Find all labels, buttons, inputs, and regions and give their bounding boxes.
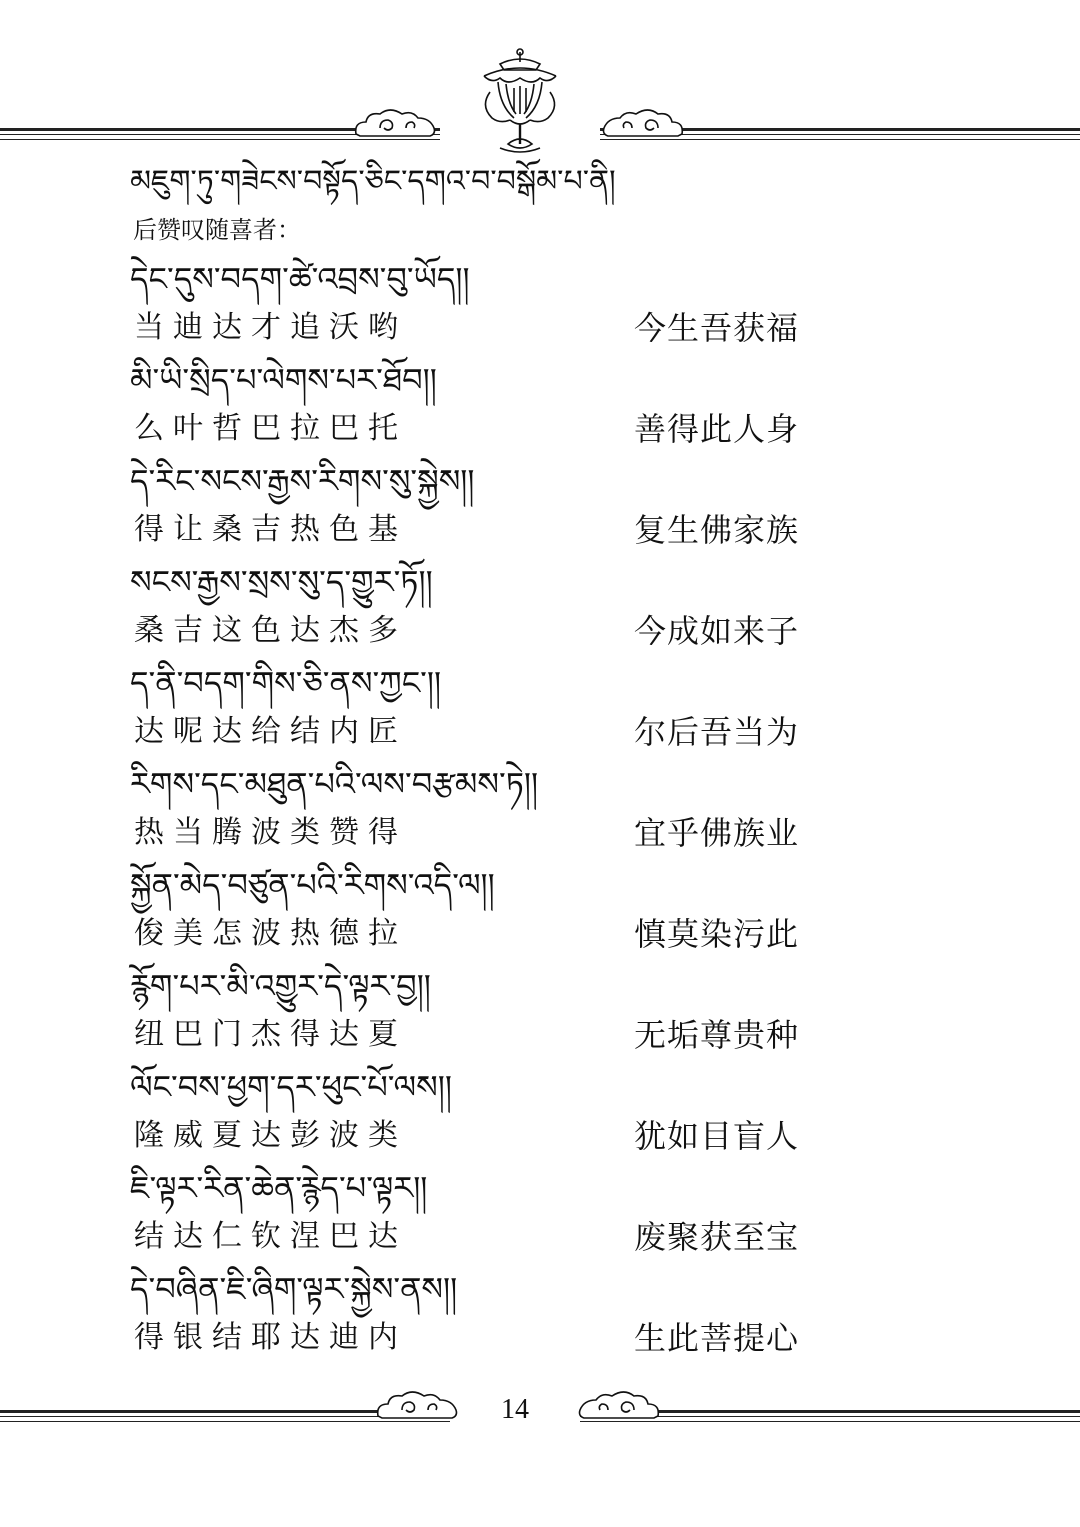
cloud-ornament-icon xyxy=(372,1388,462,1422)
verse-tibetan-line: མི་ཡི་སྲིད་པ་ལེགས་པར་ཐོབ།། xyxy=(130,361,437,399)
section-title-tibetan: མཇུག་ཏུ་གཟེངས་བསྟོད་ཅིང་དགའ་བ་བསྒོམ་པ་ནི། xyxy=(130,164,616,199)
verse-block xyxy=(0,355,1080,455)
verse-block xyxy=(0,759,1080,859)
verse-translation-line: 生此菩提心 xyxy=(634,1320,800,1356)
verse-tibetan-line: དེ་རིང་སངས་རྒྱས་རིགས་སུ་སྐྱེས།། xyxy=(130,462,475,500)
verse-tibetan-line: ལོང་བས་ཕྱག་དར་ཕུང་པོ་ལས།། xyxy=(130,1068,452,1106)
verse-translation-line: 犹如目盲人 xyxy=(634,1118,800,1154)
verse-block xyxy=(0,961,1080,1061)
verse-block xyxy=(0,1163,1080,1263)
verse-translation-line: 今成如来子 xyxy=(634,613,800,649)
verse-phonetic-line: 热当腾波类赞得 xyxy=(134,815,407,850)
verse-translation-line: 今生吾获福 xyxy=(634,310,800,346)
verse-tibetan-line: དེང་དུས་བདག་ཚེ་འབྲས་བུ་ཡོད།། xyxy=(130,260,470,298)
verse-tibetan-line: སངས་རྒྱས་སྲས་སུ་ད་གྱུར་ཏོ།། xyxy=(130,563,433,601)
verse-block xyxy=(0,1062,1080,1162)
verse-translation-line: 无垢尊贵种 xyxy=(634,1017,800,1053)
verse-block xyxy=(0,658,1080,758)
verse-tibetan-line: རྙོག་པར་མི་འགྱུར་དེ་ལྟར་བྱ།། xyxy=(130,967,431,1005)
verse-block xyxy=(0,860,1080,960)
verse-phonetic-line: 达呢达给结内匠 xyxy=(134,714,407,749)
section-title-chinese: 后赞叹随喜者： xyxy=(133,218,301,244)
verse-phonetic-line: 得银结耶达迪内 xyxy=(134,1320,407,1355)
cloud-ornament-icon xyxy=(350,106,440,140)
verse-block xyxy=(0,1264,1080,1364)
verse-phonetic-line: 当迪达才追沃哟 xyxy=(134,310,407,345)
verse-tibetan-line: ད་ནི་བདག་གིས་ཅི་ནས་ཀྱང་།། xyxy=(130,664,442,702)
cloud-ornament-icon xyxy=(598,106,688,140)
verse-phonetic-line: 纽巴门杰得达夏 xyxy=(134,1017,407,1052)
verse-phonetic-line: 结达仁钦涅巴达 xyxy=(134,1219,407,1254)
page-number: 14 xyxy=(501,1394,529,1425)
verse-tibetan-line: ཇི་ལྟར་རིན་ཆེན་རྙེད་པ་ལྟར།། xyxy=(130,1169,428,1207)
verse-block xyxy=(0,456,1080,556)
verse-translation-line: 尔后吾当为 xyxy=(634,714,800,750)
verse-phonetic-line: 得让桑吉热色基 xyxy=(134,512,407,547)
verse-translation-line: 宜乎佛族业 xyxy=(634,815,800,851)
verse-block xyxy=(0,557,1080,657)
verse-phonetic-line: 么叶哲巴拉巴托 xyxy=(134,411,407,446)
verse-tibetan-line: སྐྱོན་མེད་བཙུན་པའི་རིགས་འདི་ལ།། xyxy=(130,866,495,904)
verse-block xyxy=(0,254,1080,354)
verse-phonetic-line: 桑吉这色达杰多 xyxy=(134,613,407,648)
parasol-emblem-icon xyxy=(470,48,570,156)
verse-phonetic-line: 俊美怎波热德拉 xyxy=(134,916,407,951)
verse-translation-line: 慎莫染污此 xyxy=(634,916,800,952)
verse-tibetan-line: དེ་བཞིན་ཇི་ཞིག་ལྟར་སྐྱེས་ནས།། xyxy=(130,1270,458,1308)
verse-translation-line: 复生佛家族 xyxy=(634,512,800,548)
verse-translation-line: 废聚获至宝 xyxy=(634,1219,800,1255)
verse-phonetic-line: 隆威夏达彭波类 xyxy=(134,1118,407,1153)
cloud-ornament-icon xyxy=(574,1388,664,1422)
verse-tibetan-line: རིགས་དང་མཐུན་པའི་ལས་བརྩམས་ཏེ།། xyxy=(130,765,539,803)
verse-translation-line: 善得此人身 xyxy=(634,411,800,447)
